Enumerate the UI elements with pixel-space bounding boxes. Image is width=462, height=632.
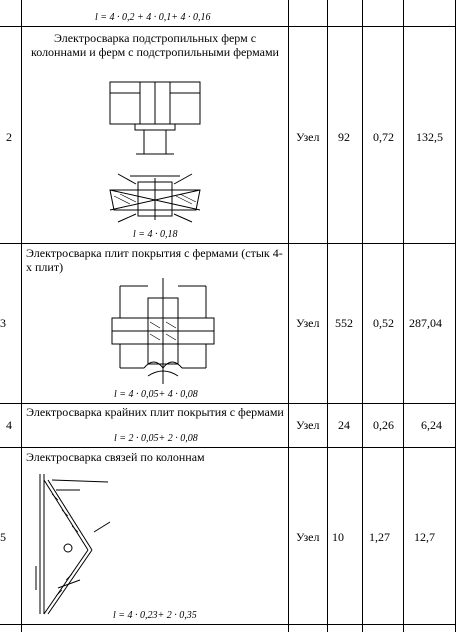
col-divider bbox=[21, 0, 22, 632]
row-qty: 10 bbox=[332, 530, 344, 544]
row-unit: Узел bbox=[296, 316, 320, 330]
row-qty: 92 bbox=[338, 130, 350, 144]
col-divider bbox=[327, 0, 328, 632]
row-total: 12,7 bbox=[414, 530, 435, 544]
row-formula: l = 2 · 0,05+ 2 · 0,08 bbox=[114, 433, 198, 444]
row-norm: 0,26 bbox=[373, 418, 394, 432]
row-formula: l = 4 · 0,18 bbox=[133, 229, 178, 240]
row-divider bbox=[0, 243, 456, 244]
row-divider bbox=[0, 624, 456, 625]
col-divider bbox=[403, 0, 404, 632]
row-title: Электросварка крайних плит покрытия с фермами bbox=[26, 405, 284, 419]
row-qty: 552 bbox=[335, 316, 353, 330]
row-norm: 0,52 bbox=[373, 316, 394, 330]
row-divider bbox=[0, 26, 456, 27]
row-total: 132,5 bbox=[416, 130, 443, 144]
col-divider bbox=[362, 0, 363, 632]
row-norm: 1,27 bbox=[369, 530, 390, 544]
row-norm: 0,72 bbox=[373, 130, 394, 144]
row-total: 6,24 bbox=[421, 418, 442, 432]
row-title: Электросварка подстропильных ферм с колоннами и ферм с подстропильными фермами bbox=[31, 31, 279, 59]
row-formula: l = 4 · 0,05+ 4 · 0,08 bbox=[114, 389, 198, 400]
row-number: 3 bbox=[0, 316, 6, 330]
row-unit: Узел bbox=[296, 130, 320, 144]
top-formula: l = 4 · 0,2 + 4 · 0,1+ 4 · 0,16 bbox=[95, 12, 211, 23]
row-divider bbox=[0, 403, 456, 404]
row-number: 5 bbox=[0, 530, 6, 544]
row-divider bbox=[0, 447, 456, 448]
col-divider bbox=[455, 0, 456, 632]
row-unit: Узел bbox=[296, 418, 320, 432]
slab-joint-drawing bbox=[108, 276, 218, 386]
column-bracing-drawing bbox=[28, 470, 158, 618]
row-number: 4 bbox=[6, 418, 12, 432]
row-total: 287,04 bbox=[409, 316, 442, 330]
row-title: Электросварка связей по колоннам bbox=[26, 450, 205, 464]
truss-column-weld-drawing bbox=[100, 78, 210, 228]
row-number: 2 bbox=[6, 130, 12, 144]
row-qty: 24 bbox=[338, 418, 350, 432]
col-divider bbox=[288, 0, 289, 632]
row-title: Электросварка плит покрытия с фермами (стык 4-х плит) bbox=[26, 246, 283, 274]
row-unit: Узел bbox=[296, 530, 320, 544]
row-formula: l = 4 · 0,23+ 2 · 0,35 bbox=[113, 610, 197, 621]
